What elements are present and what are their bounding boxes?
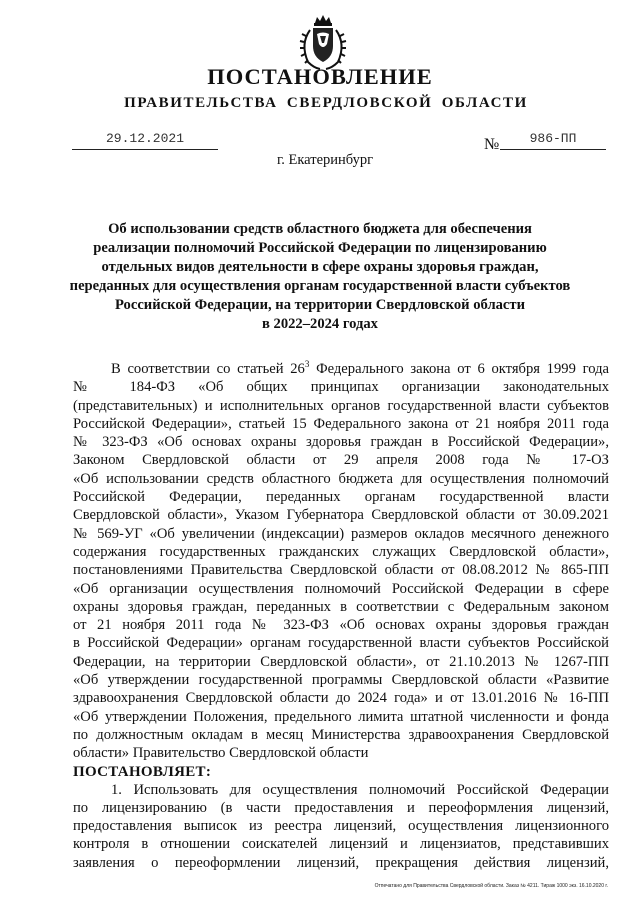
title-line: реализации полномочий Российской Федерации по лицензированию — [93, 240, 547, 256]
body-line: № 569-УГ «Об увеличении (индексации) размеров окладов месячного денежного — [73, 525, 609, 542]
body-line: здравоохранения Свердловской области до 2024 года» и от 13.01.2016 № 16-ПП — [73, 690, 609, 707]
body-line: Российской Федерации, переданных органам государственной власти — [73, 489, 609, 506]
body-line: по должностным окладам в месяц Министерства здравоохранения Свердловской — [73, 726, 609, 743]
title-line: Российской Федерации, на территории Свердловской области — [115, 297, 525, 313]
title-line: отдельных видов деятельности в сфере охраны здоровья граждан, — [101, 259, 539, 275]
body-line: «Об утверждении государственной программы Свердловской области «Развитие — [73, 672, 609, 689]
document-date: 29.12.2021 — [72, 131, 218, 150]
body-line: охраны здоровья граждан, переданных в соответствии с Федеральным законом — [73, 598, 609, 615]
body-line: «Об утверждении Положения, предельного лимита штатной численности и фонда — [73, 708, 609, 725]
number-label: № — [484, 136, 500, 153]
body-line: от 21 ноября 2011 года № 323-ФЗ «Об основах охраны здоровья граждан — [73, 617, 609, 634]
body-line: области» Правительство Свердловской области — [73, 745, 369, 762]
city-name: г. Екатеринбург — [276, 152, 374, 168]
document-title — [60, 220, 580, 334]
document-type-heading: ПОСТАНОВЛЕНИЕ — [207, 64, 433, 89]
document-number: 986-ПП — [500, 131, 606, 150]
decree-keyword: ПОСТАНОВЛЯЕТ: — [73, 763, 212, 780]
body-line: «Об организации осуществления полномочий Российской Федерации в сфере — [73, 580, 609, 597]
body-line: постановлениями Правительства Свердловской области от 08.08.2012 № 865-ПП — [73, 562, 609, 579]
body-line: в Российской Федерации» органам государственной власти субъектов Российской — [73, 635, 609, 652]
body-line: Российской Федерации», статьей 15 Федерального закона от 21 ноября 2011 года — [73, 415, 609, 432]
paragraph-1-line: 1. Использовать для осуществления полномочий Российской Федерации — [111, 781, 609, 798]
body-line: «Об использовании средств областного бюджета для осуществления полномочий — [73, 470, 609, 487]
issuing-authority: ПРАВИТЕЛЬСТВА СВЕРДЛОВСКОЙ ОБЛАСТИ — [124, 95, 528, 111]
body-line: Законом Свердловской области от 29 апреля 2008 года № 17-ОЗ — [73, 452, 609, 469]
preamble-text — [73, 360, 609, 872]
body-line: Свердловской области», Указом Губернатора Свердловской области от 30.09.2021 — [73, 507, 609, 524]
paragraph-1-line: предоставления выписок из реестра лицензий, осуществления лицензионного — [73, 818, 609, 835]
body-line: содержания государственных гражданских служащих Свердловской области», — [73, 543, 609, 560]
paragraph-1-line: по лицензированию (в части предоставления и переоформления лицензий, — [73, 799, 609, 816]
title-line: переданных для осуществления органам государственной власти субъектов — [69, 278, 571, 294]
coat-of-arms-emblem — [296, 14, 350, 70]
body-line: (представительных) и исполнительных органов государственной власти субъектов — [73, 397, 609, 414]
body-line: В соответствии со статьей $26^3$ Федерального закона от 6 октября 1999 года — [111, 360, 609, 377]
paragraph-1-line: заявления о переоформлении лицензий, прекращения действия лицензий, — [73, 854, 609, 871]
paragraph-1-line: контроля в отношении соискателей лицензий и лицензиатов, представивших — [73, 836, 609, 853]
title-line: в 2022–2024 годах — [262, 316, 378, 332]
print-note: Отпечатано для Правительства Свердловской области. Заказ № 4211. Тираж 1000 экз. 16.10.2020 г. — [374, 883, 608, 889]
title-line: Об использовании средств областного бюджета для обеспечения — [108, 221, 532, 237]
body-line: Федерации, на территории Свердловской области», от 21.10.2013 № 1267-ПП — [73, 653, 609, 670]
body-line: № 184-ФЗ «Об общих принципах организации законодательных — [73, 379, 609, 396]
body-line: № 323-ФЗ «Об основах охраны здоровья граждан в Российской Федерации», — [73, 434, 609, 451]
